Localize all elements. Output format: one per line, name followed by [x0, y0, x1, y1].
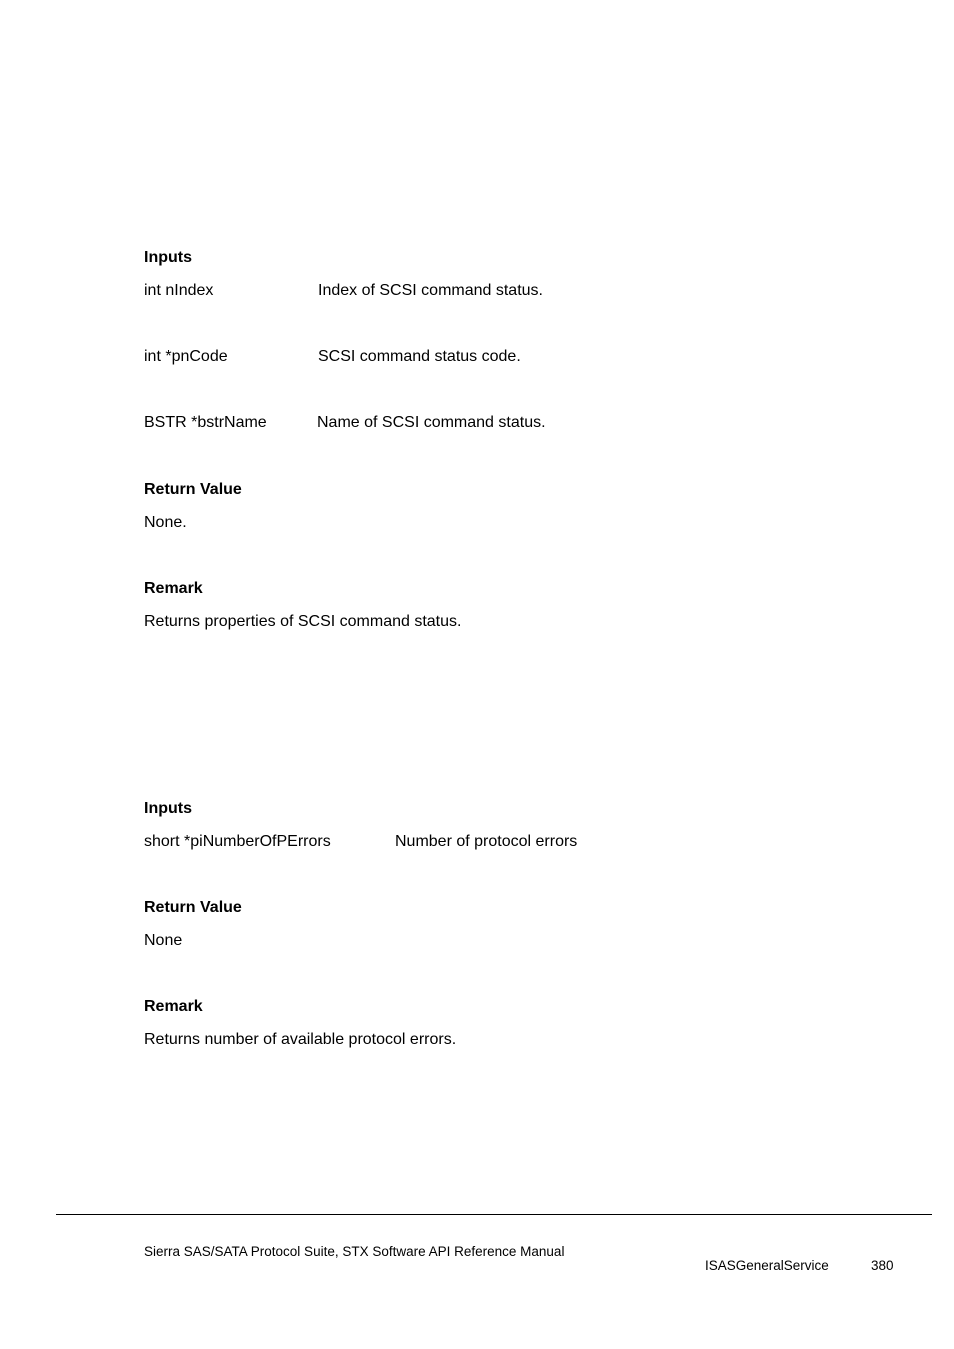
param-desc: Number of protocol errors — [395, 833, 578, 850]
remark-heading: Remark — [144, 998, 203, 1015]
inputs-heading: Inputs — [144, 800, 192, 817]
param-desc: SCSI command status code. — [318, 348, 521, 365]
footer-divider — [56, 1214, 932, 1215]
param-name: short *piNumberOfPErrors — [144, 833, 331, 850]
param-desc: Index of SCSI command status. — [318, 282, 543, 299]
remark-text: Returns number of available protocol errors. — [144, 1031, 457, 1048]
footer-page-number: 380 — [871, 1258, 894, 1273]
return-value: None. — [144, 514, 187, 531]
param-desc: Name of SCSI command status. — [317, 414, 546, 431]
return-value: None — [144, 932, 183, 949]
param-name: BSTR *bstrName — [144, 414, 267, 431]
remark-text: Returns properties of SCSI command status. — [144, 613, 462, 630]
remark-heading: Remark — [144, 580, 203, 597]
footer-section-name: ISASGeneralService — [705, 1258, 829, 1273]
footer-manual-title: Sierra SAS/SATA Protocol Suite, STX Software API Reference Manual — [144, 1244, 565, 1259]
return-value-heading: Return Value — [144, 899, 242, 916]
return-value-heading: Return Value — [144, 481, 242, 498]
param-name: int nIndex — [144, 282, 214, 299]
param-name: int *pnCode — [144, 348, 228, 365]
inputs-heading: Inputs — [144, 249, 192, 266]
